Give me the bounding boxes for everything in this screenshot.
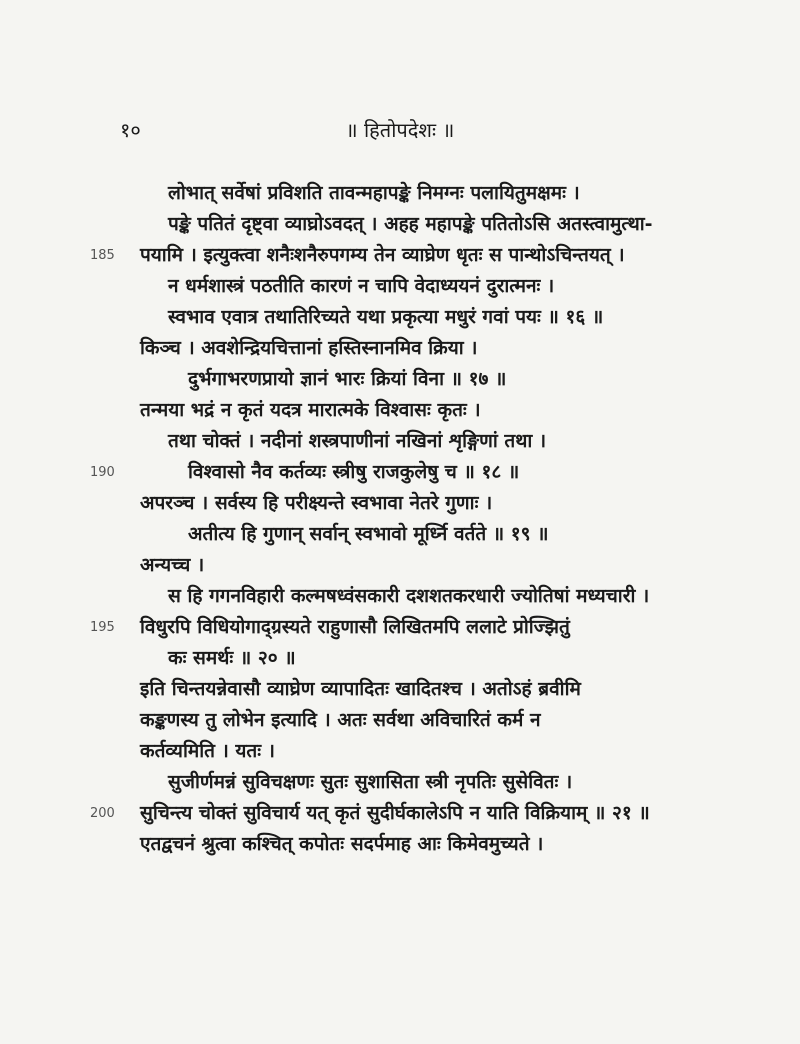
text-line: पङ्के पतितं दृष्ट्वा व्याघ्रोऽवदत् । अहह महापङ्के पतितोऽसि अतस्त्वामुत्था- bbox=[168, 213, 653, 235]
text-line: तन्मया भद्रं न कृतं यदत्र मारात्मके विश्वासः कृतः । bbox=[140, 399, 481, 421]
text-line: सुजीर्णमन्नं सुविचक्षणः सुतः सुशासिता स्त्री नृपतिः सुसेवितः । bbox=[168, 771, 573, 793]
text-line: स हि गगनविहारी कल्मषध्वंसकारी दशशतकरधारी ज्योतिषां मध्यचारी । bbox=[168, 585, 650, 607]
margin-line-number: 200 bbox=[90, 806, 115, 821]
text-line: विधुरपि विधियोगाद्ग्रस्यते राहुणासौ लिखितमपि ललाटे प्रोज्झितुं bbox=[140, 616, 570, 638]
text-line: लोभात् सर्वेषां प्रविशति तावन्महापङ्के निमग्नः पलायितुमक्षमः । bbox=[168, 182, 580, 204]
text-line: स्वभाव एवात्र तथातिरिच्यते यथा प्रकृत्या मधुरं गवां पयः ॥ १६ ॥ bbox=[168, 306, 604, 328]
text-line: अन्यच्च । bbox=[140, 554, 205, 576]
text-line: एतद्वचनं श्रुत्वा कश्चित् कपोतः सदर्पमाह आः किमेवमुच्यते । bbox=[140, 833, 544, 855]
sanskrit-text-body bbox=[140, 178, 660, 860]
page-header bbox=[120, 116, 680, 146]
text-line: पयामि । इत्युक्त्वा शनैःशनैरुपगम्य तेन व्याघ्रेण धृतः स पान्थोऽचिन्तयत् । bbox=[140, 244, 625, 266]
margin-line-number: 185 bbox=[90, 248, 115, 263]
text-line: न धर्मशास्त्रं पठतीति कारणं न चापि वेदाध्ययनं दुरात्मनः । bbox=[168, 275, 555, 297]
running-title: ॥ हितोपदेशः ॥ bbox=[345, 118, 455, 142]
text-line: तथा चोक्तं । नदीनां शस्त्रपाणीनां नखिनां शृङ्गिणां तथा । bbox=[168, 430, 547, 452]
margin-line-number: 195 bbox=[90, 620, 115, 635]
text-line: कर्तव्यमिति । यतः । bbox=[140, 740, 275, 762]
page-number: १० bbox=[120, 118, 141, 142]
text-line: कङ्कणस्य तु लोभेन इत्यादि । अतः सर्वथा अविचारितं कर्म न bbox=[140, 709, 541, 731]
text-line: अतीत्य हि गुणान् सर्वान् स्वभावो मूर्ध्नि वर्तते ॥ १९ ॥ bbox=[188, 523, 549, 545]
margin-line-number: 190 bbox=[90, 465, 115, 480]
text-line: सुचिन्त्य चोक्तं सुविचार्य यत् कृतं सुदीर्घकालेऽपि न याति विक्रियाम् ॥ २१ ॥ bbox=[140, 802, 650, 824]
text-line: अपरञ्च । सर्वस्य हि परीक्ष्यन्ते स्वभावा नेतरे गुणाः । bbox=[140, 492, 493, 514]
text-line: इति चिन्तयन्नेवासौ व्याघ्रेण व्यापादितः खादितश्च । अतोऽहं ब्रवीमि bbox=[140, 678, 581, 700]
text-line: किञ्च । अवशेन्द्रियचित्तानां हस्तिस्नानमिव क्रिया । bbox=[140, 337, 478, 359]
text-line: कः समर्थः ॥ २० ॥ bbox=[168, 647, 296, 669]
text-line: विश्वासो नैव कर्तव्यः स्त्रीषु राजकुलेषु च ॥ १८ ॥ bbox=[188, 461, 520, 483]
text-line: दुर्भगाभरणप्रायो ज्ञानं भारः क्रियां विना ॥ १७ ॥ bbox=[188, 368, 507, 390]
